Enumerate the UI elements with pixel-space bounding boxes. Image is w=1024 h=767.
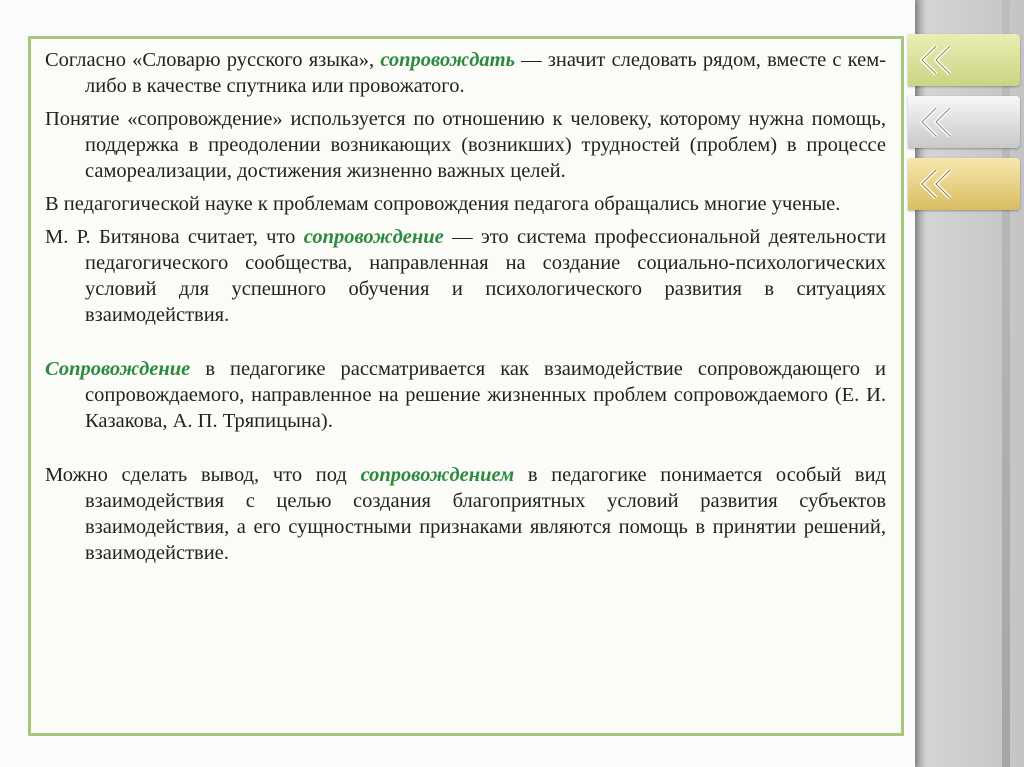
paragraph-bityanova [45, 224, 886, 328]
text-segment: Согласно «Словарю русского языка», [45, 49, 381, 71]
paragraph-concept [45, 106, 886, 184]
content-frame [28, 36, 904, 736]
highlight-term: сопровождение [303, 226, 444, 248]
double-chevron-left-icon [916, 166, 960, 202]
text-segment: в педагогике понимается особый вид взаимодействия с целью создания благоприятных условий развития субъектов взаимодействия, а его сущностными признаками являются помощь в принятии решений, взаимодействие. [85, 464, 886, 564]
text-segment: Понятие «сопровождение» используется по отношению к человеку, которому нужна помощь, поддержка в преодолении возникающих (возникших) трудностей (проблем) в процессе самореализации, достижения жизненно важных целей. [45, 108, 886, 182]
paragraph-definition [45, 47, 886, 99]
highlight-term: Сопровождение [45, 358, 191, 380]
text-segment: М. Р. Битянова считает, что [45, 226, 304, 248]
slide-text [45, 47, 886, 566]
highlight-term: сопровождением [360, 464, 515, 486]
text-segment: В педагогической науке к проблемам сопровождения педагога обращались многие ученые. [45, 193, 841, 215]
paragraph-science [45, 191, 886, 217]
nav-tab-2[interactable] [908, 96, 1020, 148]
text-segment: — это система профессиональной деятельности педагогического сообщества, направленная на создание социально-психологических условий для успешного обучения и психологического развития в ситуациях взаимодействия. [85, 226, 886, 326]
double-chevron-left-icon [916, 104, 960, 140]
nav-tab-1[interactable] [908, 34, 1020, 86]
highlight-term: сопровождать [380, 49, 515, 71]
nav-tab-3[interactable] [908, 158, 1020, 210]
double-chevron-left-icon [916, 42, 960, 78]
text-segment: — значит следовать рядом, вместе с кем-либо в качестве спутника или провожатого. [85, 49, 886, 97]
paragraph-pedagogy [45, 356, 886, 434]
text-segment: в педагогике рассматривается как взаимодействие сопровождающего и сопровождаемого, направленное на решение жизненных проблем сопровождаемого (Е. И. Казакова, А. П. Тряпицына). [85, 358, 886, 432]
nav-tabs [908, 34, 1024, 224]
paragraph-conclusion [45, 462, 886, 566]
text-segment: Можно сделать вывод, что под [45, 464, 361, 486]
